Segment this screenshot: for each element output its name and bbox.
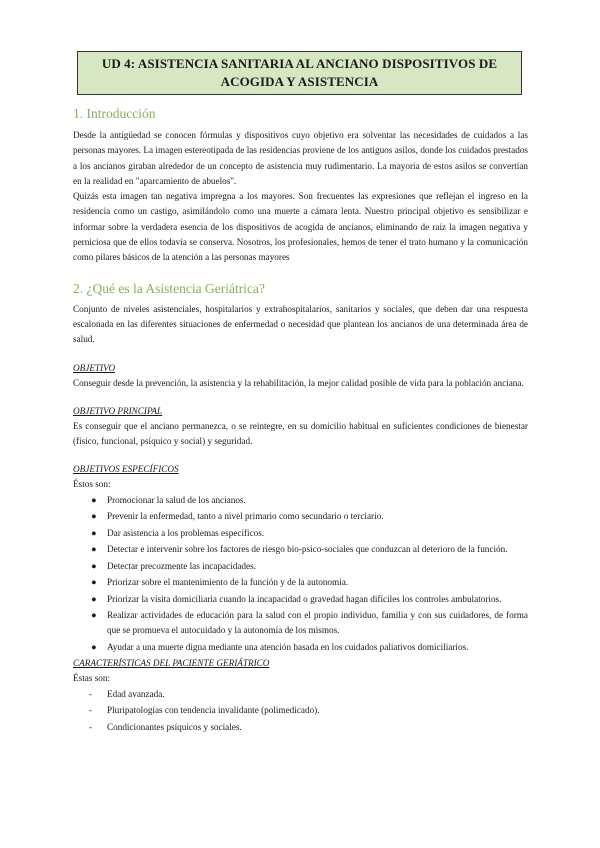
list-item bbox=[73, 559, 528, 574]
objetivo-principal-heading: OBJETIVO PRINCIPAL bbox=[73, 405, 163, 416]
caracteristicas-list bbox=[73, 687, 528, 735]
bullet-marker: ● bbox=[91, 593, 97, 604]
subsection-caracteristicas bbox=[73, 656, 528, 734]
document-title bbox=[102, 55, 497, 91]
list-item-text: Edad avanzada. bbox=[107, 688, 165, 699]
list-item bbox=[73, 703, 528, 718]
objetivo-text: Conseguir desde la prevención, la asistencia y la rehabilitación, la mejor calidad posible de vida para la población anciana. bbox=[73, 377, 524, 388]
list-item bbox=[73, 542, 528, 557]
list-item-text: Detectar precozmente las incapacidades. bbox=[107, 560, 256, 571]
subsection-objetivos-especificos bbox=[73, 462, 528, 654]
list-item bbox=[73, 526, 528, 541]
bullet-marker: ● bbox=[91, 641, 97, 652]
section-asistencia-geriatrica bbox=[73, 279, 528, 348]
list-item-text: Promocionar la salud de los ancianos. bbox=[107, 494, 246, 505]
list-item bbox=[73, 608, 528, 638]
list-item-text: Priorizar la visita domiciliaria cuando la incapacidad o gravedad hagan difíciles los controles ambulatorios. bbox=[107, 593, 502, 604]
list-item bbox=[73, 592, 528, 607]
dash-marker: - bbox=[89, 705, 93, 716]
title-box bbox=[77, 51, 522, 95]
list-item-text: Pluripatologías con tendencia invalidante (polimedicado). bbox=[107, 705, 320, 716]
objetivo-heading: OBJETIVO bbox=[73, 362, 116, 373]
subsection-objetivo bbox=[73, 361, 528, 391]
list-item-text: Prevenir la enfermedad, tanto a nivel primario como secundario o terciario. bbox=[107, 511, 384, 522]
list-item bbox=[73, 687, 528, 702]
section-heading-asistencia-geriatrica: 2. ¿Qué es la Asistencia Geriátrica? bbox=[73, 280, 265, 296]
title-line-2: ACOGIDA Y ASISTENCIA bbox=[220, 74, 379, 89]
list-item bbox=[73, 575, 528, 590]
list-item-text: Condicionantes psíquicos y sociales. bbox=[107, 721, 242, 732]
caracteristicas-intro: Éstas son: bbox=[73, 673, 111, 684]
intro-paragraph-2: Quizás esta imagen tan negativa impregna a los mayores. Son frecuentes las expresiones que reflejan el ingreso en la residencia como un castigo, asimilándolo como una muerte a cámara lenta. Nuestro principal objetivo es sensibilizar e informar sobre la verdadera esencia de los dispositivos de acogida de ancianos, eliminando de raíz la imagen negativa y perniciosa que de ellos todavía se conserva. Nosotros, los profesionales, hemos de tener el trato humano y la comunicación como pilares básicos de la atención a las personas mayores bbox=[73, 191, 528, 263]
list-item bbox=[73, 493, 528, 508]
asistencia-definition: Conjunto de niveles asistenciales, hospitalarios y extrahospitalarios, sanitarios y sociales, que deben dar una respuesta escalonada en las diferentes situaciones de enfermedad o necesidad que plantean los ancianos de una determinada área de salud. bbox=[73, 303, 528, 345]
bullet-marker: ● bbox=[91, 494, 97, 505]
list-item-text: Ayudar a una muerte digna mediante una atención basada en los cuidados paliativos domiciliarios. bbox=[107, 641, 469, 652]
list-item-text: Dar asistencia a los problemas específicos. bbox=[107, 527, 265, 538]
objetivos-especificos-list bbox=[73, 493, 528, 655]
list-item bbox=[73, 720, 528, 735]
subsection-objetivo-principal bbox=[73, 404, 528, 450]
document-content bbox=[73, 104, 528, 736]
bullet-marker: ● bbox=[91, 544, 97, 555]
list-item-text: Detectar e intervenir sobre los factores de riesgo bio-psico-sociales que conduzcan al deterioro de la función. bbox=[107, 544, 508, 555]
dash-marker: - bbox=[89, 721, 93, 732]
intro-paragraph-1: Desde la antigüedad se conocen fórmulas y dispositivos cuyo objetivo era solventar las necesidades de cuidados a las personas mayores. La imagen estereotipada de las residencias proviene de los antiguos asilos, donde los cuidados prestados a los ancianos giraban alrededor de un concepto de asistencia muy rudimentario. La mayoría de estos asilos se convertían en la realidad en "aparcamiento de abuelos". bbox=[73, 130, 528, 186]
bullet-marker: ● bbox=[91, 511, 97, 522]
list-item bbox=[73, 640, 528, 655]
list-item bbox=[73, 509, 528, 524]
bullet-marker: ● bbox=[91, 610, 97, 621]
bullet-marker: ● bbox=[91, 527, 97, 538]
caracteristicas-heading: CARACTERÍSTICAS DEL PACIENTE GERIÁTRICO bbox=[73, 658, 270, 669]
dash-marker: - bbox=[89, 688, 93, 699]
section-introduccion bbox=[73, 104, 528, 266]
list-item-text: Priorizar sobre el mantenimiento de la función y de la autonomía. bbox=[107, 577, 349, 588]
section-heading-introduccion: 1. Introducción bbox=[73, 106, 156, 121]
objetivos-especificos-intro: Éstos son: bbox=[73, 479, 111, 490]
title-line-1: UD 4: ASISTENCIA SANITARIA AL ANCIANO DISPOSITIVOS DE bbox=[101, 56, 498, 71]
list-item-text: Realizar actividades de educación para la salud con el propio individuo, familia y con sus cuidadores, de forma que se promueva el autocuidado y la autonomía de los mismos. bbox=[107, 610, 528, 636]
objetivos-especificos-heading: OBJETIVOS ESPECÍFICOS bbox=[73, 464, 179, 475]
bullet-marker: ● bbox=[91, 560, 97, 571]
bullet-marker: ● bbox=[91, 577, 97, 588]
objetivo-principal-text: Es conseguir que el anciano permanezca, o se reintegre, en su domicilio habitual en suficientes condiciones de bienestar (físico, funcional, psíquico y social) y seguridad. bbox=[73, 420, 528, 447]
